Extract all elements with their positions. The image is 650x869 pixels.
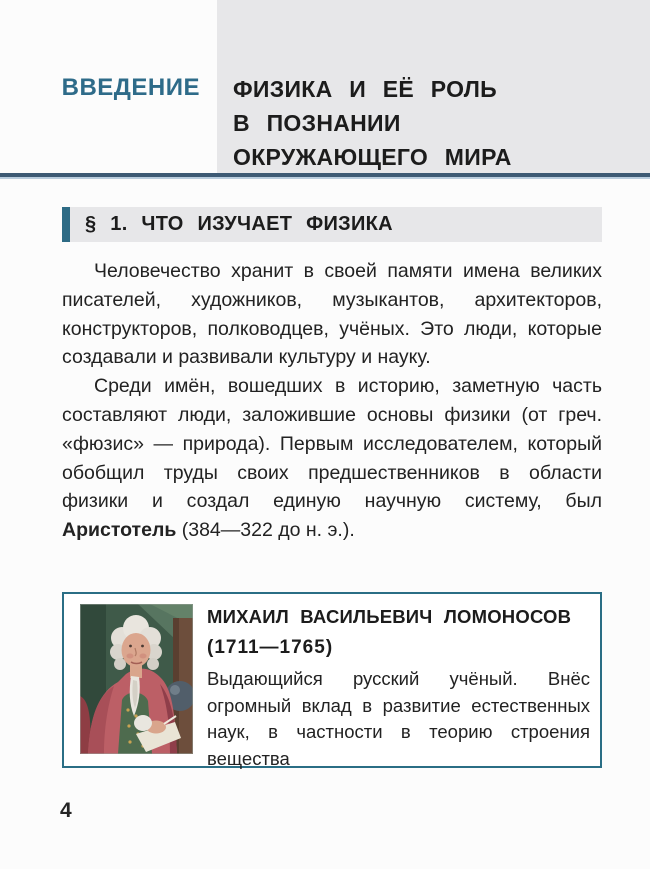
infobox-text <box>207 604 590 772</box>
scientist-infobox <box>62 592 602 768</box>
lomonosov-portrait <box>80 604 193 754</box>
chapter-kicker: ВВЕДЕНИЕ <box>61 74 200 101</box>
section-heading-bar <box>62 207 602 242</box>
aristotle-name: Аристотель <box>62 519 177 542</box>
scientist-name: МИХАИЛ ВАСИЛЬЕВИЧ ЛОМОНОСОВ <box>207 606 572 627</box>
header-divider-rule <box>0 173 650 179</box>
paragraph-1: Человечество хранит в своей памяти имена великих писателей, художников, музыкантов, архитекторов, конструкторов, полководцев, учёных. Это люди, которые создавали и развивали культуру и науку. <box>62 260 602 369</box>
section-heading: § 1. ЧТО ИЗУЧАЕТ ФИЗИКА <box>85 213 393 235</box>
chapter-title <box>233 72 633 174</box>
chapter-title-line-3: ОКРУЖАЮЩЕГО МИРА <box>233 144 512 170</box>
scientist-years: (1711—1765) <box>207 637 334 658</box>
chapter-title-line-2: В ПОЗНАНИИ <box>233 110 401 136</box>
chapter-title-line-1: ФИЗИКА И ЕЁ РОЛЬ <box>233 76 498 102</box>
scientist-description: Выдающийся русский учёный. Внёс огромный вклад в развитие естественных наук, в частности в теорию строения вещества <box>207 668 590 769</box>
paragraph-2: Среди имён, вошедших в историю, заметную часть составляют люди, заложившие основы физики (от греч. «фюзис» — природа). Первым исследователем, который обобщил труды своих предшественников в области физики и создал единую научную систему, был Аристотель (384—322 до н. э.). <box>62 375 602 542</box>
lomonosov-portrait-image <box>80 604 193 754</box>
body-text <box>62 257 602 545</box>
page-number: 4 <box>60 799 72 822</box>
